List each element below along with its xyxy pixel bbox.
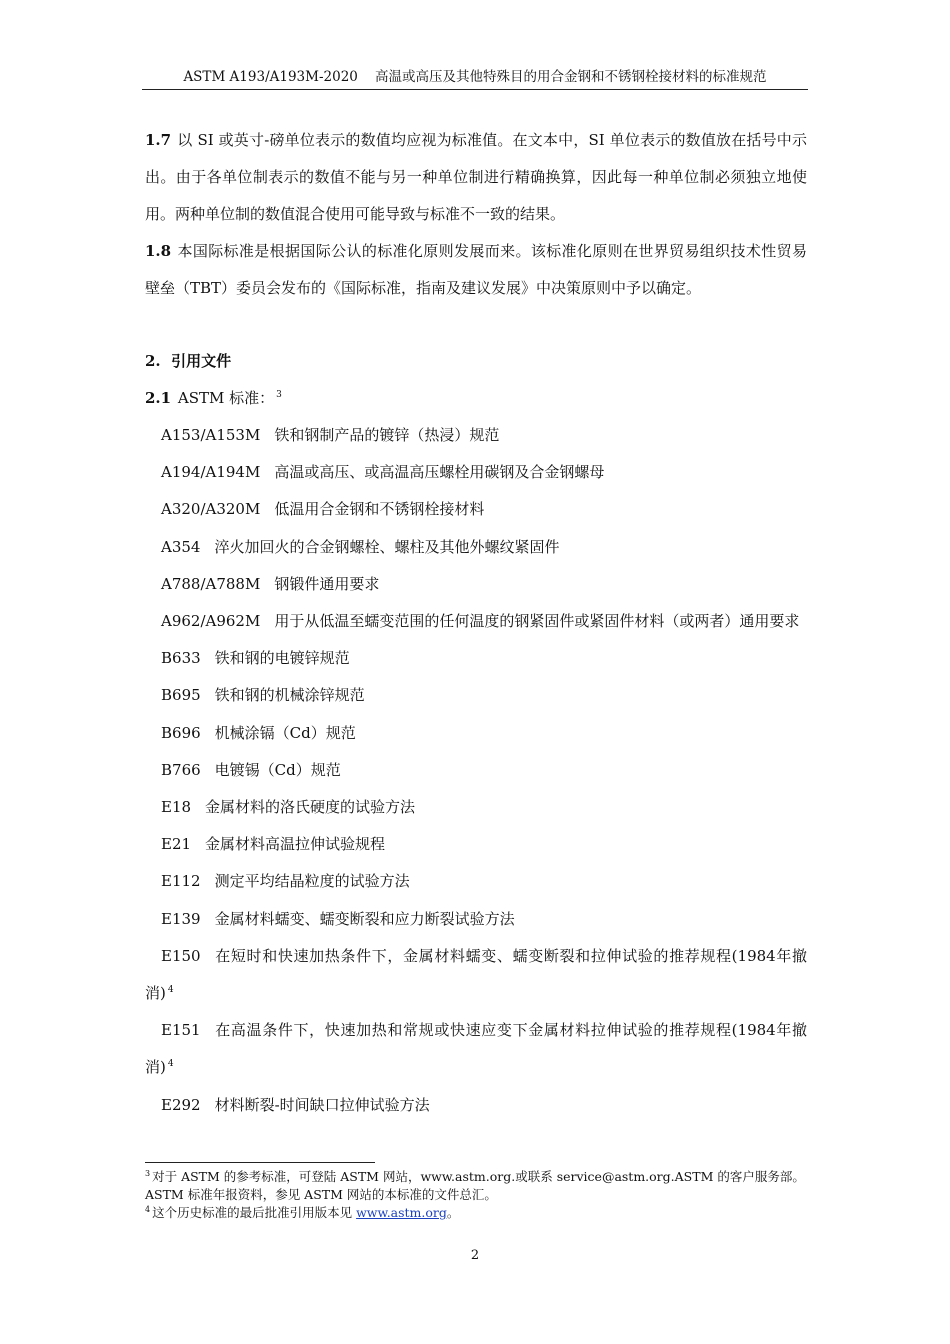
reference-title: 电镀锡（Cd）规范 bbox=[214, 760, 341, 779]
reference-item bbox=[145, 789, 807, 826]
reference-code: A320/A320M bbox=[161, 500, 261, 519]
header-title: ASTM A193/A193M-2020 高温或高压及其他特殊目的用合金钢和不锈钢栓接材料的标准规范 bbox=[183, 69, 767, 85]
reference-code: A194/A194M bbox=[161, 463, 261, 482]
paragraph-text: 以 SI 或英寸-磅单位表示的数值均应视为标准值。在文本中，SI 单位表示的数值放在括号中示出。由于各单位制表示的数值不能与另一种单位制进行精确换算，因此每一种单位制必须独立地使用。两种单位制的数值混合使用可能导致与标准不一致的结果。 bbox=[145, 131, 807, 223]
reference-item bbox=[145, 863, 807, 900]
reference-item bbox=[145, 826, 807, 863]
reference-code: E18 bbox=[161, 798, 192, 817]
document-body bbox=[145, 122, 807, 1124]
reference-item bbox=[145, 677, 807, 714]
clause-number: 2.1 bbox=[145, 389, 172, 407]
reference-code: E151 bbox=[161, 1021, 201, 1040]
reference-item bbox=[145, 938, 807, 1012]
reference-code: E150 bbox=[161, 946, 201, 965]
reference-code: E21 bbox=[161, 835, 192, 854]
reference-item bbox=[145, 715, 807, 752]
footnote-ref[interactable]: 4 bbox=[167, 1059, 174, 1070]
reference-item bbox=[145, 603, 807, 640]
footnote-3 bbox=[145, 1168, 807, 1204]
clause-number: 1.7 bbox=[145, 131, 172, 149]
reference-title: 铁和钢制产品的镀锌（热浸）规范 bbox=[274, 426, 500, 444]
reference-item bbox=[145, 640, 807, 677]
reference-title: 低温用合金钢和不锈钢栓接材料 bbox=[274, 500, 485, 519]
reference-title: 金属材料的洛氏硬度的试验方法 bbox=[205, 798, 416, 817]
section-heading: 2. 引用文件 bbox=[145, 352, 232, 370]
reference-title: 高温或高压、或高温高压螺栓用碳钢及合金钢螺母 bbox=[274, 463, 605, 482]
reference-code: E139 bbox=[161, 909, 201, 928]
paragraph-1-8 bbox=[145, 233, 807, 307]
footnote-end: 。 bbox=[446, 1205, 460, 1220]
reference-title: 在短时和快速加热条件下，金属材料蠕变、蠕变断裂和拉伸试验的推荐规程(1984年撤消) bbox=[145, 946, 807, 1003]
reference-title: 材料断裂-时间缺口拉伸试验方法 bbox=[214, 1095, 430, 1114]
reference-title: 铁和钢的电镀锌规范 bbox=[214, 649, 350, 668]
reference-item bbox=[145, 1012, 807, 1086]
reference-title: 金属材料蠕变、蠕变断裂和应力断裂试验方法 bbox=[214, 909, 515, 928]
page-header bbox=[142, 68, 808, 90]
paragraph-text: 本国际标准是根据国际公认的标准化原则发展而来。该标准化原则在世界贸易组织技术性贸易壁垒（TBT）委员会发布的《国际标准，指南及建议发展》中决策原则中予以确定。 bbox=[145, 242, 807, 297]
footnote-ref[interactable]: 3 bbox=[276, 390, 282, 400]
reference-title: 金属材料高温拉伸试验规程 bbox=[205, 835, 386, 854]
reference-code: A788/A788M bbox=[161, 574, 261, 593]
footnote-text: 对于 ASTM 的参考标准，可登陆 ASTM 网站，www.astm.org.或联系 service@astm.org.ASTM 的客户服务部。ASTM 标准年报资料，参见 ASTM 网站的本标准的文件总汇。 bbox=[145, 1169, 805, 1202]
footnote-text: 这个历史标准的最后批准引用版本见 bbox=[152, 1205, 357, 1220]
reference-title: 在高温条件下，快速加热和常规或快速应变下金属材料拉伸试验的推荐规程(1984年撤消) bbox=[145, 1021, 807, 1077]
astm-website-link[interactable]: www.astm.org bbox=[356, 1205, 447, 1220]
subsection-2-1 bbox=[145, 380, 807, 417]
footnotes bbox=[145, 1168, 807, 1222]
reference-title: 用于从低温至蠕变范围的任何温度的钢紧固件或紧固件材料（或两者）通用要求 bbox=[274, 612, 800, 631]
reference-title: 机械涂镉（Cd）规范 bbox=[214, 723, 356, 742]
reference-code: E292 bbox=[161, 1095, 201, 1114]
footnote-number: 3 bbox=[145, 1168, 151, 1178]
reference-code: B766 bbox=[161, 760, 201, 779]
footnote-4 bbox=[145, 1204, 807, 1222]
subsection-text: ASTM 标准： bbox=[177, 389, 275, 407]
footnote-divider bbox=[145, 1162, 375, 1163]
reference-item bbox=[145, 901, 807, 938]
reference-title: 淬火加回火的合金钢螺栓、螺柱及其他外螺纹紧固件 bbox=[214, 537, 560, 556]
reference-title: 钢锻件通用要求 bbox=[274, 574, 380, 593]
reference-item bbox=[145, 454, 807, 491]
reference-title: 铁和钢的机械涂锌规范 bbox=[214, 686, 365, 705]
reference-code: B695 bbox=[161, 686, 201, 705]
reference-item bbox=[145, 491, 807, 528]
paragraph-1-7 bbox=[145, 122, 807, 233]
clause-number: 1.8 bbox=[145, 242, 172, 260]
reference-item bbox=[145, 1087, 807, 1124]
reference-code: E112 bbox=[161, 872, 201, 891]
footnote-ref[interactable]: 4 bbox=[167, 985, 174, 996]
reference-code: B696 bbox=[161, 723, 201, 742]
reference-item bbox=[145, 752, 807, 789]
reference-title: 测定平均结晶粒度的试验方法 bbox=[214, 872, 410, 891]
reference-item bbox=[145, 566, 807, 603]
reference-code: A153/A153M bbox=[161, 426, 261, 444]
reference-code: A962/A962M bbox=[161, 612, 261, 631]
reference-code: B633 bbox=[161, 649, 201, 668]
reference-item bbox=[145, 529, 807, 566]
page-number: 2 bbox=[470, 1248, 480, 1263]
reference-code: A354 bbox=[161, 537, 201, 556]
footnote-number: 4 bbox=[145, 1204, 151, 1214]
reference-item bbox=[145, 417, 807, 454]
